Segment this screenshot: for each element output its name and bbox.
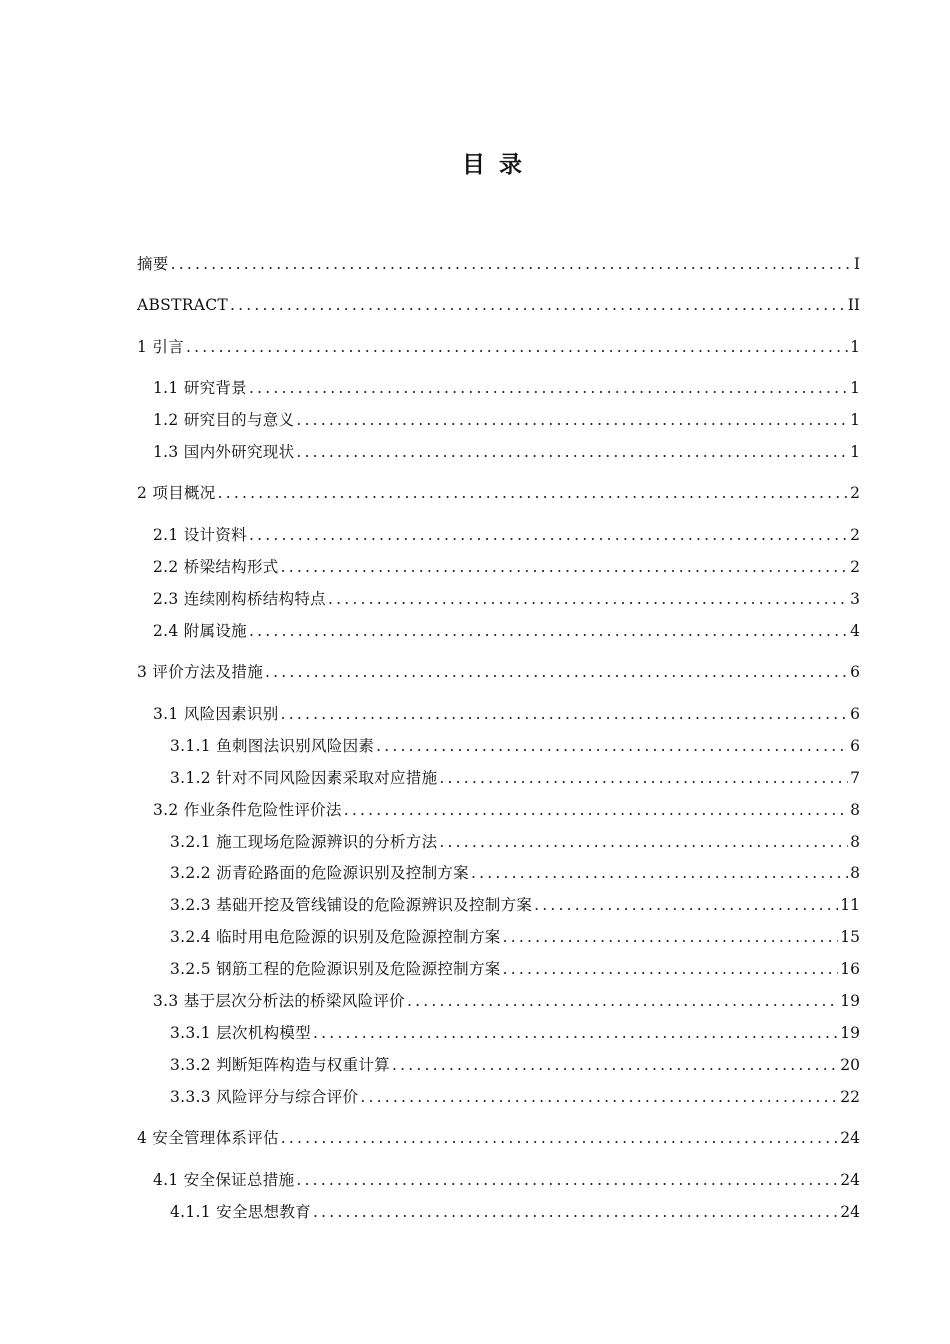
- toc-page-number: 8: [850, 864, 860, 882]
- toc-entry-label: 1.2 研究目的与意义: [153, 411, 295, 429]
- toc-entry-label: 2.2 桥梁结构形式: [153, 558, 279, 576]
- toc-page-number: 6: [850, 663, 860, 681]
- dot-leader: [313, 1022, 838, 1044]
- toc-entry-label: 3.1 风险因素识别: [153, 705, 279, 723]
- toc-entry-label: 2 项目概况: [137, 484, 216, 502]
- dot-leader: [296, 1169, 838, 1191]
- toc-entry[interactable]: [137, 253, 860, 275]
- toc-page-number: 2: [850, 558, 860, 576]
- toc-entry-label: 1.3 国内外研究现状: [153, 443, 295, 461]
- toc-entry[interactable]: [137, 482, 860, 504]
- toc-entry[interactable]: [153, 703, 860, 725]
- toc-page-number: 4: [850, 622, 860, 640]
- toc-entry[interactable]: [153, 588, 860, 610]
- toc-entry-label: 3.3.2 判断矩阵构造与权重计算: [170, 1056, 390, 1074]
- toc-page-number: 24: [840, 1171, 860, 1189]
- dot-leader: [392, 1054, 838, 1076]
- toc-entry[interactable]: [170, 862, 860, 884]
- dot-leader: [534, 894, 838, 916]
- dot-leader: [296, 441, 848, 463]
- toc-page-number: 1: [850, 379, 860, 397]
- toc-entry-label: 3.1.2 针对不同风险因素采取对应措施: [170, 769, 438, 787]
- toc-entry-label: 3.3.1 层次机构模型: [170, 1024, 311, 1042]
- toc-entry-label: 2.4 附属设施: [153, 622, 247, 640]
- toc-page-number: 19: [840, 992, 860, 1010]
- toc-entry[interactable]: [170, 1201, 860, 1223]
- dot-leader: [344, 799, 848, 821]
- toc-entry-label: 3.2 作业条件危险性评价法: [153, 801, 342, 819]
- toc-entry[interactable]: [170, 735, 860, 757]
- toc-entry-label: 1.1 研究背景: [153, 379, 247, 397]
- toc-page-number: 8: [850, 801, 860, 819]
- toc-entry[interactable]: [137, 661, 860, 683]
- dot-leader: [407, 990, 838, 1012]
- dot-leader: [328, 588, 848, 610]
- toc-entry[interactable]: [170, 1054, 860, 1076]
- dot-leader: [471, 862, 848, 884]
- toc-entry-label: 3.2.3 基础开挖及管线铺设的危险源辨识及控制方案: [170, 896, 533, 914]
- dot-leader: [296, 409, 848, 431]
- toc-page-number: 7: [850, 769, 860, 787]
- dot-leader: [281, 1127, 838, 1149]
- toc-entry[interactable]: [170, 894, 860, 916]
- toc-entry[interactable]: [170, 958, 860, 980]
- toc-entry-label: 3.2.1 施工现场危险源辨识的分析方法: [170, 833, 438, 851]
- toc-entry[interactable]: [137, 336, 860, 358]
- toc-entry[interactable]: [170, 1022, 860, 1044]
- dot-leader: [186, 336, 848, 358]
- toc-entry-label: 3.2.4 临时用电危险源的识别及危险源控制方案: [170, 928, 501, 946]
- toc-entry[interactable]: [137, 1127, 860, 1149]
- toc-entry[interactable]: [153, 620, 860, 642]
- dot-leader: [249, 524, 848, 546]
- dot-leader: [265, 661, 848, 683]
- toc-entry-label: 3.2.5 钢筋工程的危险源识别及危险源控制方案: [170, 960, 501, 978]
- dot-leader: [281, 556, 849, 578]
- dot-leader: [171, 253, 852, 275]
- toc-entry-label: 2.3 连续刚构桥结构特点: [153, 590, 326, 608]
- toc-entry-label: ABSTRACT: [137, 296, 229, 314]
- toc-entry[interactable]: [153, 799, 860, 821]
- toc-entry[interactable]: [153, 441, 860, 463]
- toc-entry-label: 摘要: [137, 255, 169, 273]
- dot-leader: [218, 482, 849, 504]
- toc-page-number: 24: [840, 1203, 860, 1221]
- page-title: 目录: [462, 152, 536, 178]
- toc-entry-label: 3 评价方法及措施: [137, 663, 263, 681]
- dot-leader: [230, 294, 846, 316]
- toc-page-number: 15: [840, 928, 860, 946]
- toc-entry-label: 4.1.1 安全思想教育: [170, 1203, 311, 1221]
- dot-leader: [249, 377, 848, 399]
- toc-entry-label: 4 安全管理体系评估: [137, 1129, 279, 1147]
- toc-entry[interactable]: [153, 377, 860, 399]
- toc-entry[interactable]: [170, 767, 860, 789]
- toc-page-number: II: [847, 296, 860, 314]
- toc-page-number: 6: [850, 705, 860, 723]
- toc-entry-label: 1 引言: [137, 338, 184, 356]
- toc-page-number: 2: [850, 526, 860, 544]
- toc-page-number: 2: [850, 484, 860, 502]
- dot-leader: [281, 703, 849, 725]
- dot-leader: [313, 1201, 838, 1223]
- dot-leader: [439, 767, 848, 789]
- toc-entry[interactable]: [137, 294, 860, 316]
- toc-entry[interactable]: [153, 409, 860, 431]
- toc-entry[interactable]: [170, 1086, 860, 1108]
- dot-leader: [360, 1086, 838, 1108]
- toc-entry[interactable]: [153, 1169, 860, 1191]
- toc-entry-label: 3.1.1 鱼刺图法识别风险因素: [170, 737, 375, 755]
- dot-leader: [503, 958, 839, 980]
- toc-page-number: 8: [850, 833, 860, 851]
- dot-leader: [249, 620, 848, 642]
- toc-entry-label: 2.1 设计资料: [153, 526, 247, 544]
- toc-entry-label: 3.2.2 沥青砼路面的危险源识别及控制方案: [170, 864, 469, 882]
- toc-entry-label: 3.3.3 风险评分与综合评价: [170, 1088, 359, 1106]
- toc-page-number: 6: [850, 737, 860, 755]
- toc-page-number: 11: [840, 896, 860, 914]
- toc-page-number: 19: [840, 1024, 860, 1042]
- toc-entry-label: 3.3 基于层次分析法的桥梁风险评价: [153, 992, 405, 1010]
- toc-entry[interactable]: [153, 990, 860, 1012]
- toc-entry[interactable]: [153, 556, 860, 578]
- toc-page-number: 1: [850, 443, 860, 461]
- toc-page-number: 16: [840, 960, 860, 978]
- dot-leader: [439, 831, 848, 853]
- toc-entry[interactable]: [170, 831, 860, 853]
- toc-page-number: 22: [840, 1088, 860, 1106]
- toc-entry[interactable]: [153, 524, 860, 546]
- toc-page-number: 3: [850, 590, 860, 608]
- toc-entry[interactable]: [170, 926, 860, 948]
- dot-leader: [376, 735, 848, 757]
- toc-page-number: 1: [850, 338, 860, 356]
- toc-page-number: 24: [840, 1129, 860, 1147]
- dot-leader: [503, 926, 839, 948]
- toc-entry-label: 4.1 安全保证总措施: [153, 1171, 295, 1189]
- toc-page-number: I: [853, 255, 860, 273]
- toc-page-number: 1: [850, 411, 860, 429]
- toc-page-number: 20: [840, 1056, 860, 1074]
